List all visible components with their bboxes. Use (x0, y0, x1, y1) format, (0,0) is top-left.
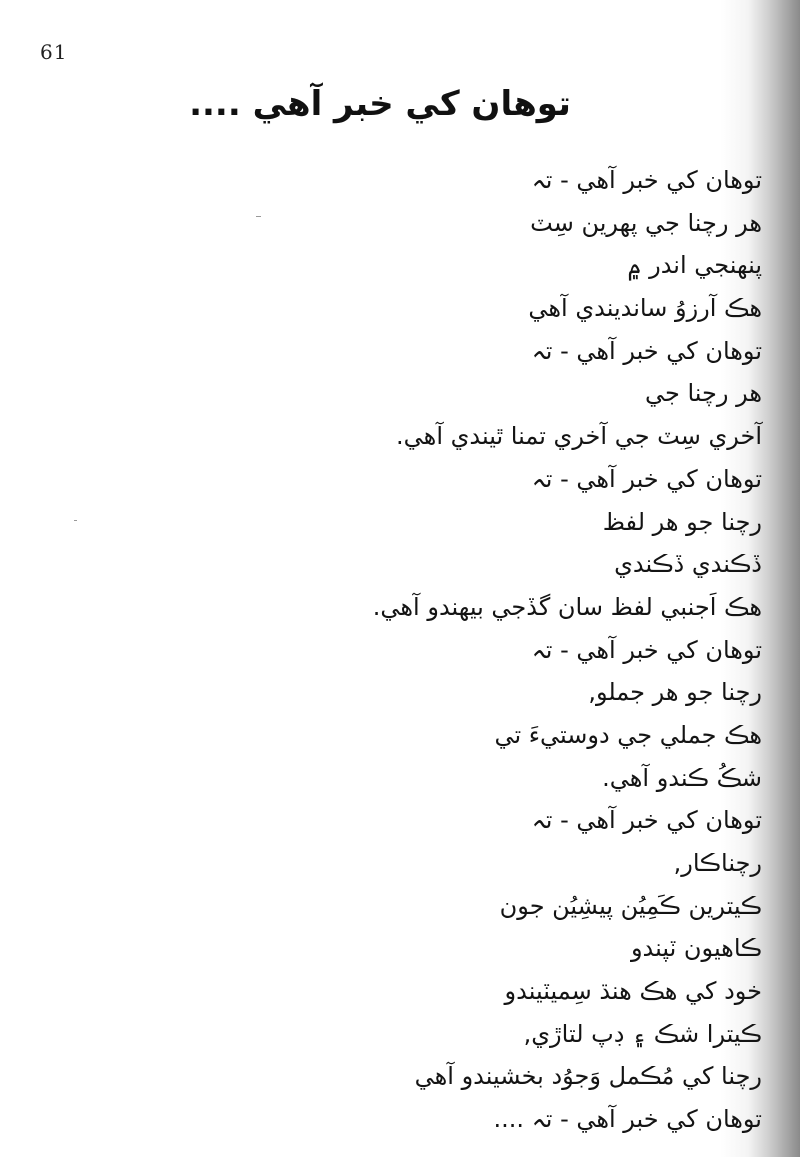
poem-line: هڪ اَجنبي لفظ سان گڏجي بيهندو آهي. (372, 592, 762, 621)
poem-line: آخري سِٽ جي آخري تمنا ٿيندي آهي. (396, 422, 762, 451)
poem-line: توهان کي خبر آهي - تہ .... (493, 1105, 762, 1134)
poem-line: توهان کي خبر آهي - تہ (531, 336, 762, 365)
poem-line: ڪيترا شڪ ۽ ڊپ لتاڙي, (523, 1019, 762, 1048)
poem-line: توهان کي خبر آهي - تہ (531, 806, 762, 835)
poem-line: ڏڪندي ڏڪندي (614, 550, 762, 579)
poem-line: پنهنجي اندر ۾ (627, 251, 762, 280)
scan-speck (74, 520, 77, 521)
poem-line: هڪ جملي جي دوستيءَ تي (494, 720, 762, 749)
poem-line: توهان کي خبر آهي - تہ (531, 166, 762, 194)
poem-line: خود کي هڪ هنڌ سِميٽيندو (504, 977, 762, 1006)
poem-line: توهان کي خبر آهي - تہ (531, 635, 762, 664)
poem-line: هر رچنا جي پهرين سِٽ (530, 208, 762, 237)
poem-body (222, 159, 762, 1141)
poem-line: هر رچنا جي (645, 379, 762, 408)
poem-line: شڪُ ڪندو آهي. (602, 763, 762, 792)
poem-title: توهان کي خبر آهي .... (189, 84, 571, 124)
poem-line: توهان کي خبر آهي - تہ (531, 464, 762, 493)
poem-line: رچنا جو هر جملو, (588, 678, 762, 707)
poem-line: ڪاهيون ٽپندو (630, 934, 762, 963)
page-number: 61 (40, 40, 68, 64)
poem-line: رچنا جو هر لفظ (602, 507, 762, 536)
poem-line: رچناڪار, (673, 849, 762, 877)
scan-speck (256, 216, 261, 217)
poem-line: ڪيترين ڪَمِيُن پيشِيُن جون (499, 891, 762, 920)
poem-line: هڪ آرزوُ سانديندي آهي (528, 294, 762, 323)
poem-line: رچنا کي مُڪمل وَجوُد بخشيندو آهي (414, 1062, 762, 1091)
